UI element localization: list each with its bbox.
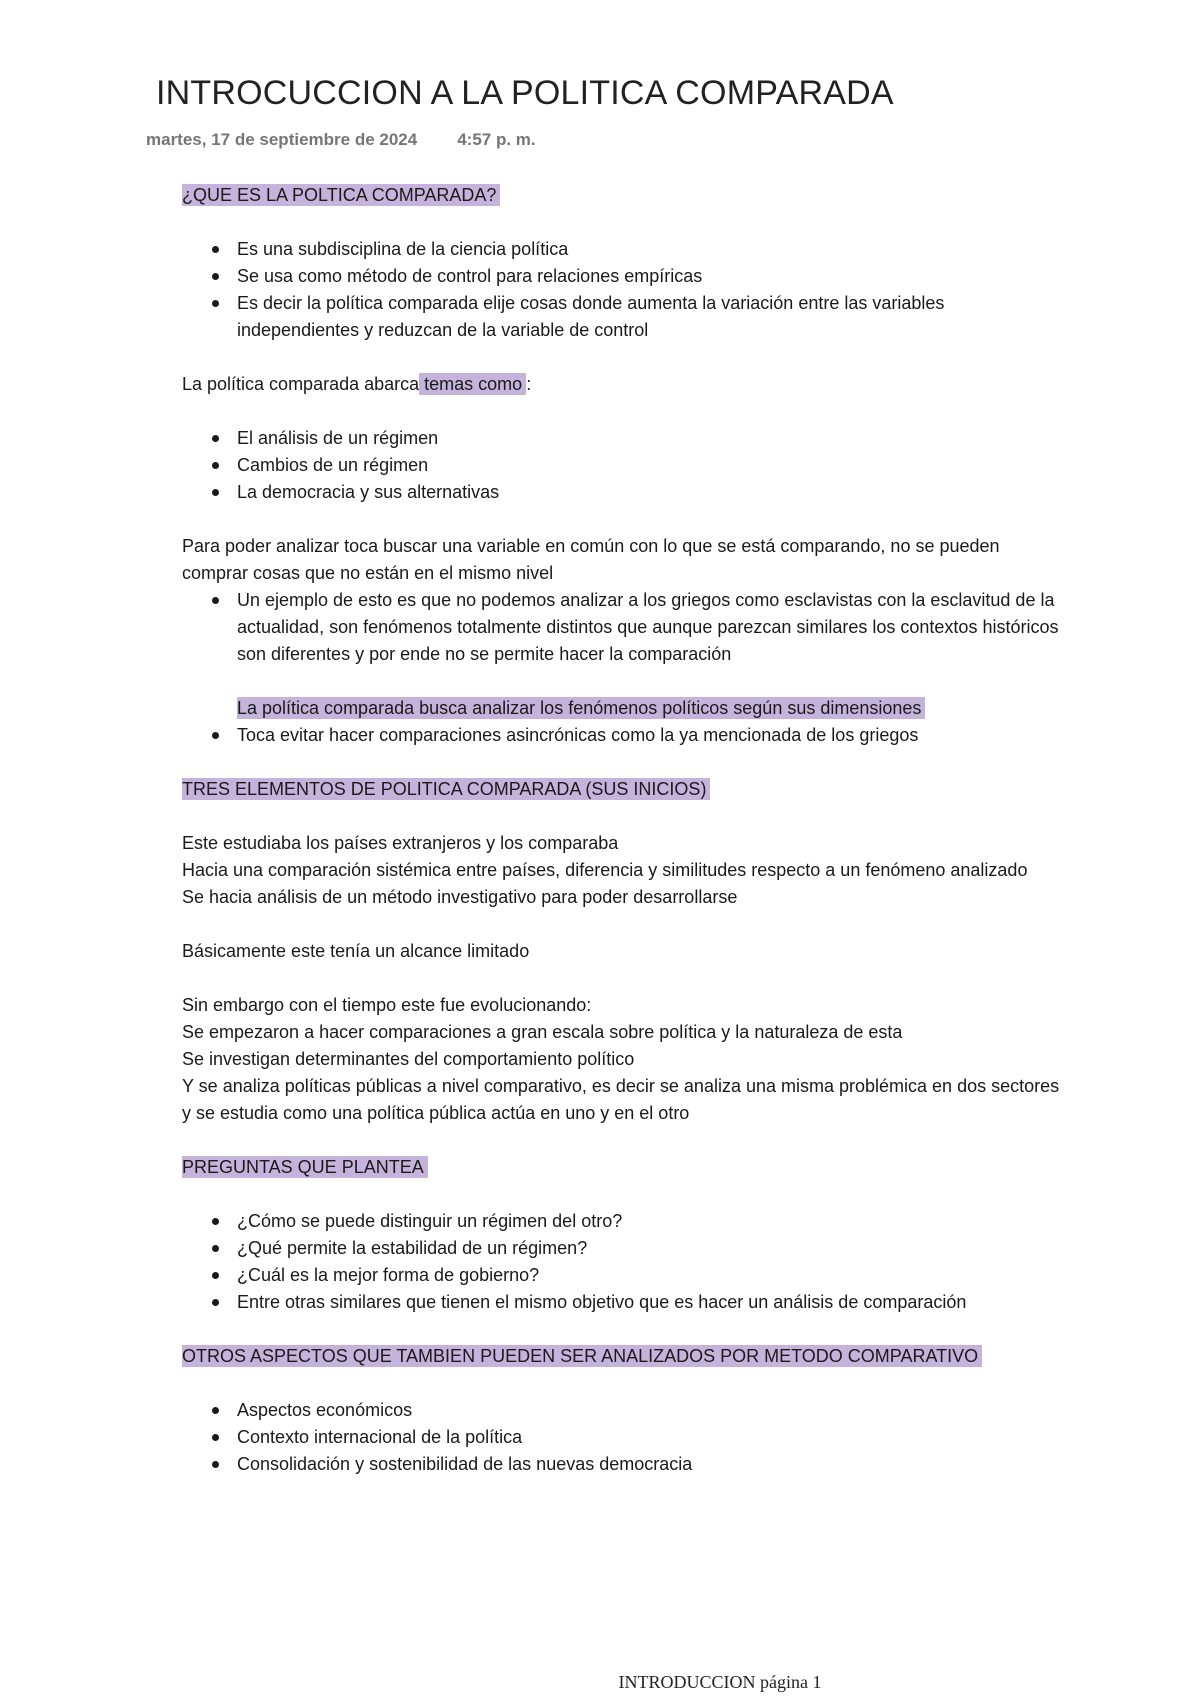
list-item: La democracia y sus alternativas — [237, 479, 1062, 506]
list-item: Es decir la política comparada elije cosas donde aumenta la variación entre las variables independientes y reduzcan de la variable de control — [237, 290, 1062, 344]
highlighted-phrase: temas como — [419, 373, 526, 395]
section-heading-que-es: ¿QUE ES LA POLTICA COMPARADA? — [182, 184, 500, 206]
definition-list — [182, 236, 1062, 344]
list-item: El análisis de un régimen — [237, 425, 1062, 452]
list-item: ¿Cuál es la mejor forma de gobierno? — [237, 1262, 1062, 1289]
list-item: ¿Cómo se puede distinguir un régimen del otro? — [237, 1208, 1062, 1235]
questions-list — [182, 1208, 1062, 1316]
list-item: Consolidación y sostenibilidad de las nuevas democracia — [237, 1451, 1062, 1478]
paragraph: Este estudiaba los países extranjeros y los comparaba — [182, 833, 619, 853]
note-body — [182, 182, 1062, 1478]
paragraph: Hacia una comparación sistémica entre países, diferencia y similitudes respecto a un fenómeno analizado — [182, 860, 1028, 880]
example-list — [182, 587, 1062, 668]
note-datetime — [146, 130, 536, 150]
topics-list — [182, 425, 1062, 506]
list-item: Un ejemplo de esto es que no podemos analizar a los griegos como esclavistas con la esclavitud de la actualidad, son fenómenos totalmente distintos que aunque parezcan similares los contextos históricos son diferentes y por ende no se permite hacer la comparación — [237, 587, 1062, 668]
paragraph: Se investigan determinantes del comportamiento político — [182, 1049, 635, 1069]
paragraph: Se hacia análisis de un método investigativo para poder desarrollarse — [182, 887, 738, 907]
paragraph: Sin embargo con el tiempo este fue evolucionando: — [182, 995, 592, 1015]
page-title: INTROCUCCION A LA POLITICA COMPARADA — [156, 74, 894, 112]
list-item: Cambios de un régimen — [237, 452, 1062, 479]
footer-text: INTRODUCCION página 1 — [618, 1672, 822, 1692]
note-time: 4:57 p. m. — [457, 130, 536, 149]
topics-intro: La política comparada abarca temas como : — [182, 374, 532, 394]
paragraph: Básicamente este tenía un alcance limitado — [182, 941, 530, 961]
paragraph: Se empezaron a hacer comparaciones a gran escala sobre política y la naturaleza de esta — [182, 1022, 903, 1042]
paragraph: Para poder analizar toca buscar una variable en común con lo que se está comparando, no se pueden comprar cosas que no están en el mismo nivel — [182, 536, 1000, 583]
list-item: ¿Qué permite la estabilidad de un régimen? — [237, 1235, 1062, 1262]
paragraph: Y se analiza políticas públicas a nivel comparativo, es decir se analiza una misma problémica en dos sectores y se estudia como una política pública actúa en uno y en el otro — [182, 1076, 1060, 1123]
note-date: martes, 17 de septiembre de 2024 — [146, 130, 418, 149]
avoid-list — [182, 722, 1062, 749]
section-heading-tres-elementos: TRES ELEMENTOS DE POLITICA COMPARADA (SUS INICIOS) — [182, 778, 710, 800]
list-item: Contexto internacional de la política — [237, 1424, 1062, 1451]
list-item: Entre otras similares que tienen el mismo objetivo que es hacer un análisis de comparación — [237, 1289, 1062, 1316]
list-item: Aspectos económicos — [237, 1397, 1062, 1424]
list-item: Toca evitar hacer comparaciones asincrónicas como la ya mencionada de los griegos — [237, 722, 1062, 749]
page-footer — [0, 1672, 1200, 1693]
list-item: Es una subdisciplina de la ciencia política — [237, 236, 1062, 263]
highlighted-statement: La política comparada busca analizar los fenómenos políticos según sus dimensiones — [237, 697, 925, 719]
section-heading-otros-aspectos: OTROS ASPECTOS QUE TAMBIEN PUEDEN SER ANALIZADOS POR METODO COMPARATIVO — [182, 1345, 982, 1367]
section-heading-preguntas: PREGUNTAS QUE PLANTEA — [182, 1156, 428, 1178]
list-item: Se usa como método de control para relaciones empíricas — [237, 263, 1062, 290]
aspects-list — [182, 1397, 1062, 1478]
